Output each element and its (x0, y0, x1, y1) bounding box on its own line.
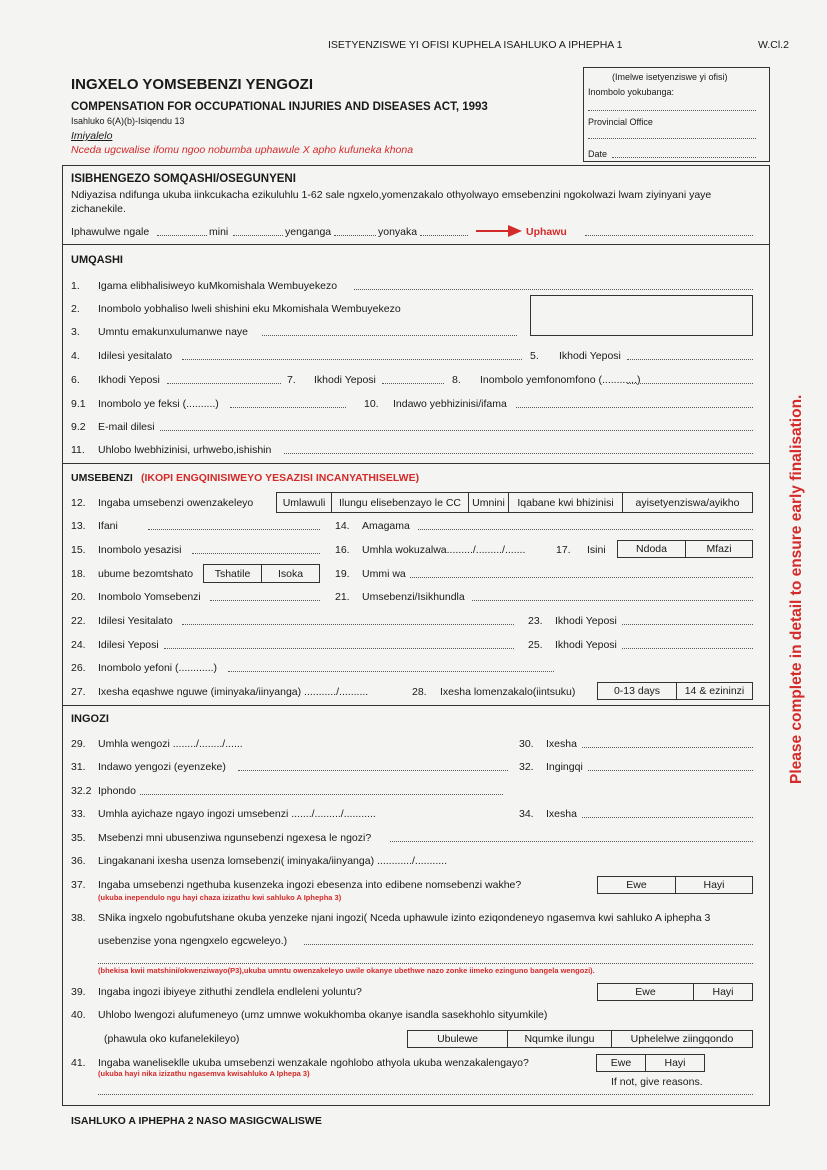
q6-label: Ikhodi Yeposi (98, 374, 160, 386)
q18-label: ubume bezomtshato (98, 568, 194, 580)
q32-number: 32. (519, 761, 534, 773)
q3-number: 3. (71, 326, 80, 338)
q92-label: E-mail dilesi (98, 421, 155, 433)
q22-label: Idilesi Yesitalato (98, 615, 173, 627)
q91-label: Inombolo ye feksi (..........) (98, 398, 219, 410)
q23-label: Ikhodi Yeposi (555, 615, 617, 627)
act-title: COMPENSATION FOR OCCUPATIONAL INJURIES AND DISEASES ACT, 1993 (71, 101, 488, 113)
q27-number: 27. (71, 686, 86, 698)
q26-number: 26. (71, 662, 86, 674)
q4-field[interactable] (182, 359, 522, 360)
injury-option-died[interactable]: Ubulewe (407, 1030, 508, 1048)
q3-label: Umntu emakunxulumanwe naye (98, 326, 248, 338)
q40-label: Uhlobo lwengozi alufumeneyo (umz umnwe wokukhomba okanye isandla sasekhohlo sityumkile) (98, 1009, 548, 1021)
duration-option-0-13[interactable]: 0-13 days (597, 682, 677, 700)
day-field[interactable] (233, 235, 283, 236)
office-use-box (583, 67, 770, 162)
q4-number: 4. (71, 350, 80, 362)
q41-option-yes[interactable]: Ewe (596, 1054, 646, 1072)
q2-number: 2. (71, 303, 80, 315)
section-ref: Isahluko 6(A)(b)-Isiqendu 13 (71, 116, 185, 126)
q28-label: Ixesha lomenzakalo(iintsuku) (440, 686, 576, 698)
injury-option-unconscious[interactable]: Uphelelwe ziingqondo (611, 1030, 753, 1048)
q17-number: 17. (556, 544, 571, 556)
q13-field[interactable] (148, 529, 320, 530)
q1-number: 1. (71, 280, 80, 292)
q23-number: 23. (528, 615, 543, 627)
q28-number: 28. (412, 686, 427, 698)
q35-number: 35. (71, 832, 86, 844)
q22-field[interactable] (182, 624, 514, 625)
q41-reason-field[interactable] (98, 1094, 753, 1095)
q26-label: Inombolo yefoni (............) (98, 662, 218, 674)
q15-label: Inombolo yesazisi (98, 544, 182, 556)
claim-number-label: Inombolo yokubanga: (588, 87, 675, 97)
provincial-office-field[interactable] (588, 138, 756, 139)
q39-number: 39. (71, 986, 86, 998)
employer-title: UMQASHI (71, 254, 123, 266)
q31-number: 31. (71, 761, 86, 773)
day-label: mini (209, 226, 229, 238)
q6-number: 6. (71, 374, 80, 386)
signature-label: Uphawu (526, 226, 567, 238)
q18-number: 18. (71, 568, 86, 580)
q14-number: 14. (335, 520, 350, 532)
month-field[interactable] (334, 235, 376, 236)
q33-number: 33. (71, 808, 86, 820)
date-label: Date (588, 149, 608, 159)
q8-label: Inombolo yemfonomfono (............) (480, 374, 641, 386)
q6-field[interactable] (167, 383, 281, 384)
q24-label: Idilesi Yeposi (98, 639, 159, 651)
section-divider (62, 463, 770, 464)
injury-option-amputation[interactable]: Nqumke ilungu (507, 1030, 612, 1048)
q12-option-partner[interactable]: Iqabane kwi bhizinisi (508, 492, 623, 513)
q25-number: 25. (528, 639, 543, 651)
q32-field[interactable] (588, 770, 753, 771)
q21-label: Umsebenzi/Isikhundla (362, 591, 465, 603)
q8-number: 8. (452, 374, 461, 386)
q20-number: 20. (71, 591, 86, 603)
q40-label-cont: (phawula oko kufanelekileyo) (104, 1033, 240, 1045)
q39-option-no[interactable]: Hayi (693, 983, 753, 1001)
q41-number: 41. (71, 1057, 86, 1069)
q36-label: Lingakanani ixesha usenza lomsebenzi( iminyaka/iinyanga) ............/........... (98, 855, 448, 867)
q41-label: Ingaba waneliseklle ukuba umsebenzi wenzakale ngohlobo athyola ukuba wenzakalengayo? (98, 1057, 529, 1069)
side-note: Please complete in detail to ensure early finalisation. (788, 394, 805, 784)
q1-field[interactable] (354, 289, 753, 290)
q11-field[interactable] (284, 453, 753, 454)
form-title: INGXELO YOMSEBENZI YENGOZI (71, 76, 313, 93)
q39-option-yes[interactable]: Ewe (597, 983, 694, 1001)
claim-number-field[interactable] (588, 110, 756, 111)
q31-field[interactable] (238, 770, 508, 771)
q17-label: Isini (587, 544, 606, 556)
q91-field[interactable] (230, 407, 346, 408)
q21-field[interactable] (472, 600, 753, 601)
office-box-title: (Imelwe isetyenziswe yi ofisi) (612, 72, 728, 82)
q29-label: Umhla wengozi ......../......../...... (98, 738, 243, 750)
q24-number: 24. (71, 639, 86, 651)
employee-title-note: (IKOPI ENGQINISIWEYO YESAZISI INCANYATHISELWE) (141, 472, 420, 484)
q24-field[interactable] (164, 648, 514, 649)
q7-label: Ikhodi Yeposi (314, 374, 376, 386)
q35-field[interactable] (390, 841, 753, 842)
q39-label: Ingaba ingozi ibiyeye zithuthi zendlela endleleni yoluntu? (98, 986, 362, 998)
q12-option-owner[interactable]: Umnini (468, 492, 509, 513)
q19-number: 19. (335, 568, 350, 580)
q13-number: 13. (71, 520, 86, 532)
q12-number: 12. (71, 497, 86, 509)
q37-label: Ingaba umsebenzi ngethuba kusenzeka ingozi ebesenza into edibene nomsebenzi wakhe? (98, 879, 522, 891)
footer-note: ISAHLUKO A IPHEPHA 2 NASO MASIGCWALISWE (71, 1115, 322, 1127)
q37-note: (ukuba inependulo ngu hayi chaza izizathu kwi sahluko A Iphepha 3) (98, 893, 342, 902)
q11-number: 11. (71, 444, 85, 456)
accident-title: INGOZI (71, 713, 109, 725)
q12-label: Ingaba umsebenzi owenzakeleyo (98, 497, 254, 509)
q38-label-cont: usebenzise yona ngengxelo egcweleyo.) (98, 935, 288, 947)
q5-label: Ikhodi Yeposi (559, 350, 621, 362)
instructions-text: Nceda ugcwalise ifomu ngoo nobumba uphawule X apho kufuneka khona (71, 144, 414, 156)
q20-label: Inombolo Yomsebenzi (98, 591, 201, 603)
q38-note: (bhekisa kwii matshini/okwenziwayo(P3),ukuba umntu owenzakeleyo uwile okanye ubethwe nazo zonke iimeko ezinguno bangela wengozi). (98, 966, 595, 975)
q92-field[interactable] (160, 430, 753, 431)
arrow-right-icon (476, 223, 522, 239)
q8-field[interactable] (627, 383, 753, 384)
q19-field[interactable] (410, 577, 753, 578)
q12-option-not-applicable[interactable]: ayisetyenziswa/ayikho (622, 492, 753, 513)
q32-label: Ingingqi (546, 761, 583, 773)
q22-number: 22. (71, 615, 86, 627)
q37-number: 37. (71, 879, 86, 891)
month-label: yenganga (285, 226, 332, 238)
instructions-label: Imiyalelo (71, 130, 113, 142)
q38-number: 38. (71, 912, 86, 924)
q20-field[interactable] (210, 600, 320, 601)
q7-number: 7. (287, 374, 296, 386)
q38-field-line2[interactable] (98, 963, 753, 964)
q16-label: Umhla wokuzalwa........./........./....... (362, 544, 526, 556)
q36-number: 36. (71, 855, 86, 867)
q34-label: Ixesha (546, 808, 577, 820)
q41-note: (ukuba hayi nika izizathu ngasemva kwisahluko A Iphepa 3) (98, 1069, 310, 1078)
q322-number: 32.2 (71, 785, 92, 797)
declaration-text: Ndiyazisa ndifunga ukuba iinkcukacha ezikuluhlu 1-62 sale ngxelo,yomenzakalo othyolwayo emsebenzini ngokolwazi lwam ziyinyani yaye (71, 189, 712, 201)
year-label: yonyaka (378, 226, 418, 238)
signed-at-label: Iphawulwe ngale (71, 226, 150, 238)
registration-number-box[interactable] (530, 295, 753, 336)
q37-option-no[interactable]: Hayi (675, 876, 753, 894)
marital-option-married[interactable]: Tshatile (203, 564, 262, 583)
q10-label: Indawo yebhizinisi/ifama (393, 398, 507, 410)
q27-label: Ixesha eqashwe nguwe (iminyaka/iinyanga) .........../.......... (98, 686, 369, 698)
q14-label: Amagama (362, 520, 410, 532)
q14-field[interactable] (418, 529, 753, 530)
q7-field[interactable] (382, 383, 444, 384)
q91-number: 9.1 (71, 398, 86, 410)
q34-number: 34. (519, 808, 534, 820)
office-date-field[interactable] (612, 157, 756, 158)
q21-number: 21. (335, 591, 350, 603)
section-divider (62, 705, 770, 706)
q4-label: Idilesi yesitalato (98, 350, 173, 362)
year-field[interactable] (420, 235, 468, 236)
form-code: W.Cl.2 (758, 39, 789, 51)
q30-number: 30. (519, 738, 534, 750)
q31-label: Indawo yengozi (eyenzeke) (98, 761, 226, 773)
office-use-label: ISETYENZISWE YI OFISI KUPHELA ISAHLUKO A IPHEPHA 1 (328, 39, 623, 51)
q35-label: Msebenzi mni ubusenziwa ngunsebenzi ngexesa le ngozi? (98, 832, 372, 844)
q5-field[interactable] (627, 359, 753, 360)
q3-field[interactable] (262, 335, 517, 336)
q25-field[interactable] (622, 648, 753, 649)
q10-number: 10. (364, 398, 379, 410)
duration-option-14-plus[interactable]: 14 & ezininzi (676, 682, 753, 700)
q30-label: Ixesha (546, 738, 577, 750)
q41-option-no[interactable]: Hayi (645, 1054, 705, 1072)
q25-label: Ikhodi Yeposi (555, 639, 617, 651)
q2-label: Inombolo yobhaliso lweli shishini eku Mkomishala Wembuyekezo (98, 303, 401, 315)
q16-number: 16. (335, 544, 350, 556)
q15-field[interactable] (192, 553, 320, 554)
q322-field[interactable] (140, 794, 503, 795)
q23-field[interactable] (622, 624, 753, 625)
q38-field[interactable] (304, 944, 753, 945)
q5-number: 5. (530, 350, 539, 362)
q12-option-cc-member[interactable]: Ilungu elisebenzayo le CC (331, 492, 469, 513)
section-divider (62, 244, 770, 245)
q34-field[interactable] (582, 817, 753, 818)
gender-option-male[interactable]: Ndoda (617, 540, 686, 558)
marital-option-single[interactable]: Isoka (261, 564, 320, 583)
q37-option-yes[interactable]: Ewe (597, 876, 676, 894)
q10-field[interactable] (516, 407, 753, 408)
q33-label: Umhla ayichaze ngayo ingozi umsebenzi ......./........./........... (98, 808, 376, 820)
q19-label: Ummi wa (362, 568, 406, 580)
q13-label: Ifani (98, 520, 118, 532)
declaration-text-cont: zichanekile. (71, 203, 126, 215)
q41-reason-label: If not, give reasons. (611, 1076, 703, 1088)
provincial-office-label: Provincial Office (588, 117, 653, 127)
signature-field[interactable] (585, 235, 753, 236)
q92-number: 9.2 (71, 421, 86, 433)
q26-field[interactable] (228, 671, 554, 672)
q38-label: SNika ingxelo ngobufutshane okuba yenzeke njani ingozi( Nceda uphawule izinto eziqondeneyo ngasemva kwi sahluko A iphepha 3 (98, 912, 711, 924)
q322-label: Iphondo (98, 785, 136, 797)
q1-label: Igama elibhalisiweyo kuMkomishala Wembuyekezo (98, 280, 338, 292)
signed-at-field[interactable] (157, 235, 207, 236)
q29-number: 29. (71, 738, 86, 750)
q12-option-director[interactable]: Umlawuli (276, 492, 332, 513)
q11-label: Uhlobo lwebhizinisi, urhwebo,ishishin (98, 444, 272, 456)
employee-title: UMSEBENZI (71, 472, 133, 484)
declaration-title: ISIBHENGEZO SOMQASHI/OSEGUNYENI (71, 173, 296, 185)
q15-number: 15. (71, 544, 86, 556)
gender-option-female[interactable]: Mfazi (685, 540, 753, 558)
q30-field[interactable] (582, 747, 753, 748)
q40-number: 40. (71, 1009, 86, 1021)
